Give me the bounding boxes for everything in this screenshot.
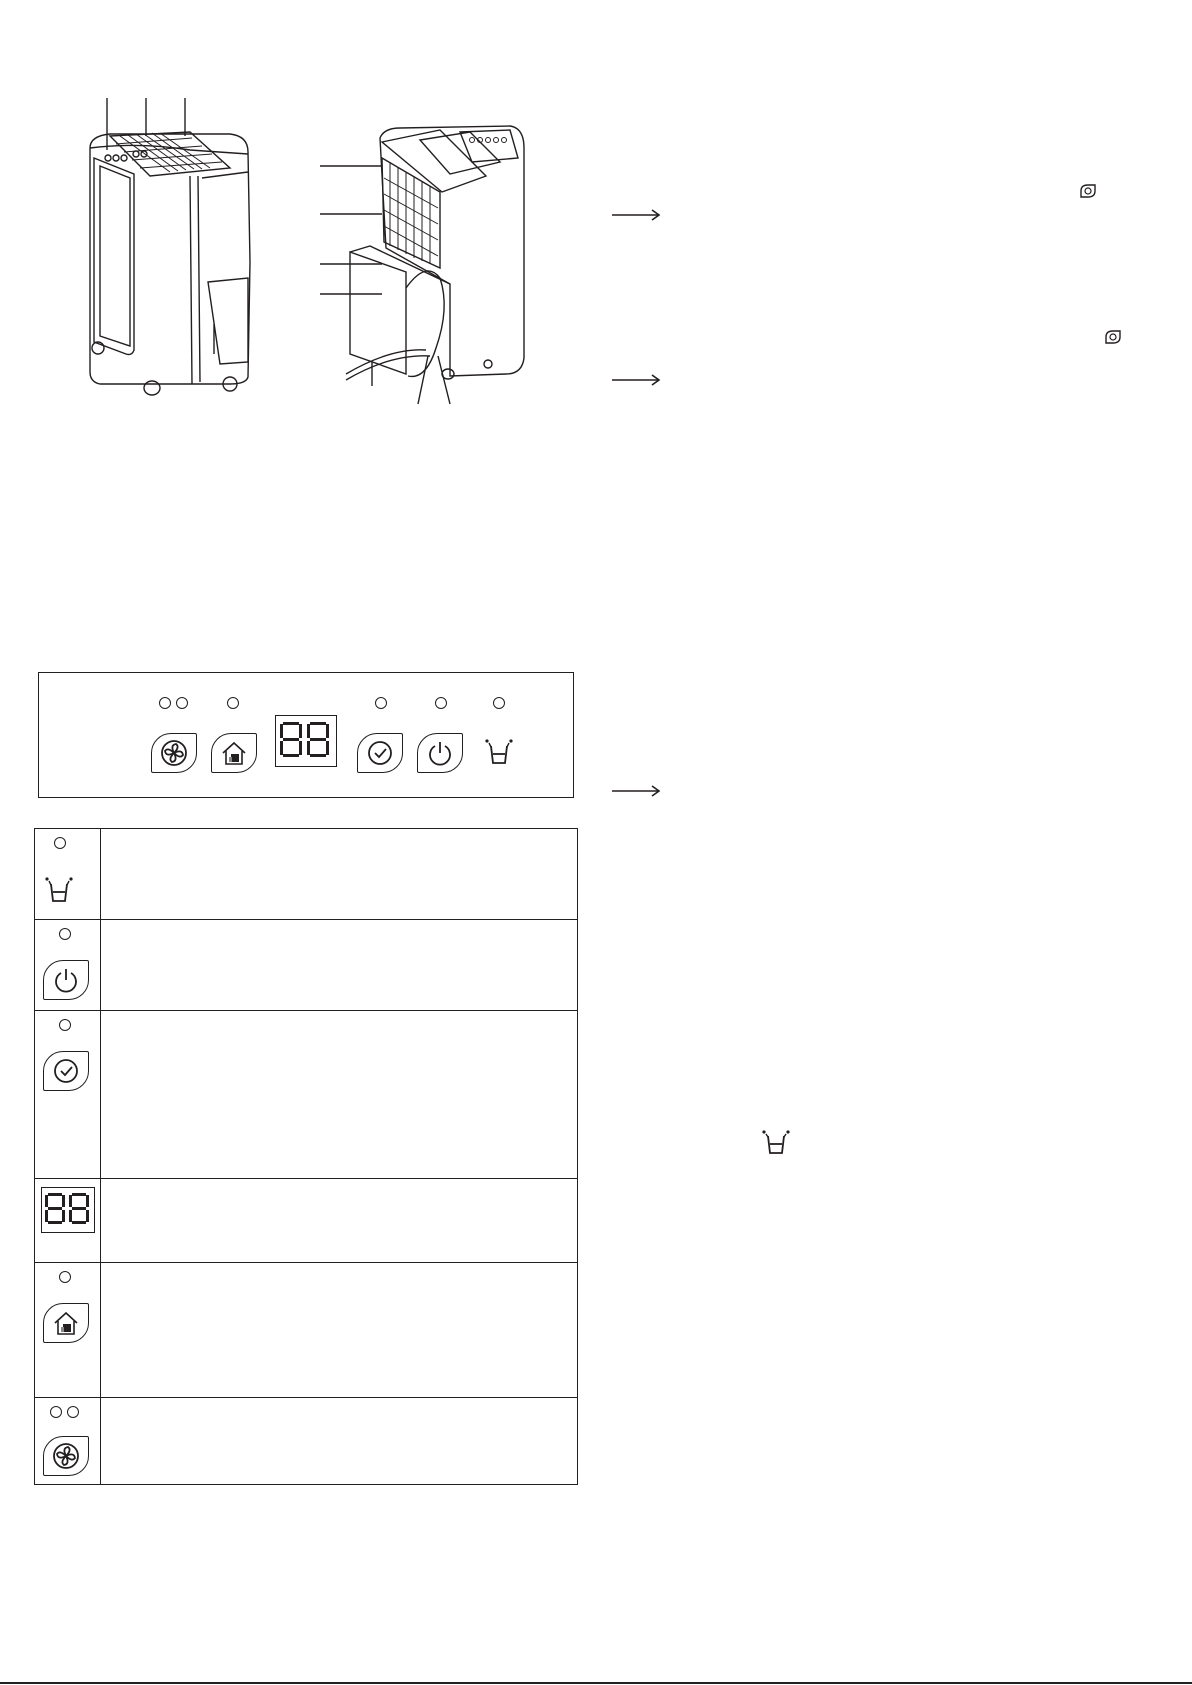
legend-description — [100, 1011, 577, 1179]
legend-description — [100, 829, 577, 920]
legend-row-display — [35, 1179, 578, 1263]
humidity-mode-button[interactable] — [211, 733, 257, 773]
power-icon — [426, 739, 454, 767]
humidity-mode-led — [227, 697, 239, 709]
power-icon — [52, 966, 80, 994]
button-legend-table — [34, 828, 578, 1485]
legend-description — [100, 1398, 577, 1485]
house-humidity-icon — [220, 739, 248, 767]
timer-button[interactable] — [357, 733, 403, 773]
legend-row-power — [35, 920, 578, 1011]
fan-speed-button[interactable] — [151, 733, 197, 773]
arrow-icon — [612, 208, 662, 222]
legend-row-humidity-mode — [35, 1263, 578, 1398]
page-bottom-rule — [0, 1682, 1192, 1684]
fan-high-led — [176, 697, 188, 709]
arrow-icon — [612, 373, 662, 387]
fan-button-icon — [1080, 184, 1096, 198]
fan-button-icon — [1105, 330, 1121, 344]
led-indicator — [67, 1406, 79, 1418]
led-indicator — [59, 1019, 71, 1031]
control-panel — [38, 672, 574, 798]
arrow-icon — [612, 784, 662, 798]
legend-description — [100, 1263, 577, 1398]
led-indicator — [50, 1406, 62, 1418]
timer-button-illustration — [43, 1051, 89, 1091]
legend-row-timer — [35, 1011, 578, 1179]
water-full-led — [493, 697, 505, 709]
fan-icon — [52, 1442, 80, 1470]
power-button[interactable] — [417, 733, 463, 773]
power-led — [435, 697, 447, 709]
led-indicator — [59, 928, 71, 940]
legend-row-water-tank — [35, 829, 578, 920]
water-tank-icon — [760, 1128, 792, 1156]
legend-description — [100, 920, 577, 1011]
led-indicator — [54, 837, 66, 849]
legend-description — [100, 1179, 577, 1263]
water-tank-icon — [43, 875, 75, 905]
fan-icon — [160, 739, 188, 767]
clock-icon — [366, 739, 394, 767]
led-indicator — [59, 1271, 71, 1283]
legend-row-fan — [35, 1398, 578, 1485]
house-humidity-icon — [52, 1309, 80, 1337]
front-view-illustration — [80, 92, 260, 402]
water-tank-full-icon — [483, 737, 515, 767]
digital-display — [275, 715, 337, 767]
humidity-mode-button-illustration — [43, 1303, 89, 1343]
fan-low-led — [159, 697, 171, 709]
digital-display-illustration — [41, 1187, 95, 1233]
fan-button-illustration — [43, 1436, 89, 1476]
power-button-illustration — [43, 960, 89, 1000]
clock-icon — [52, 1057, 80, 1085]
timer-led — [375, 697, 387, 709]
rear-view-illustration — [310, 118, 540, 408]
